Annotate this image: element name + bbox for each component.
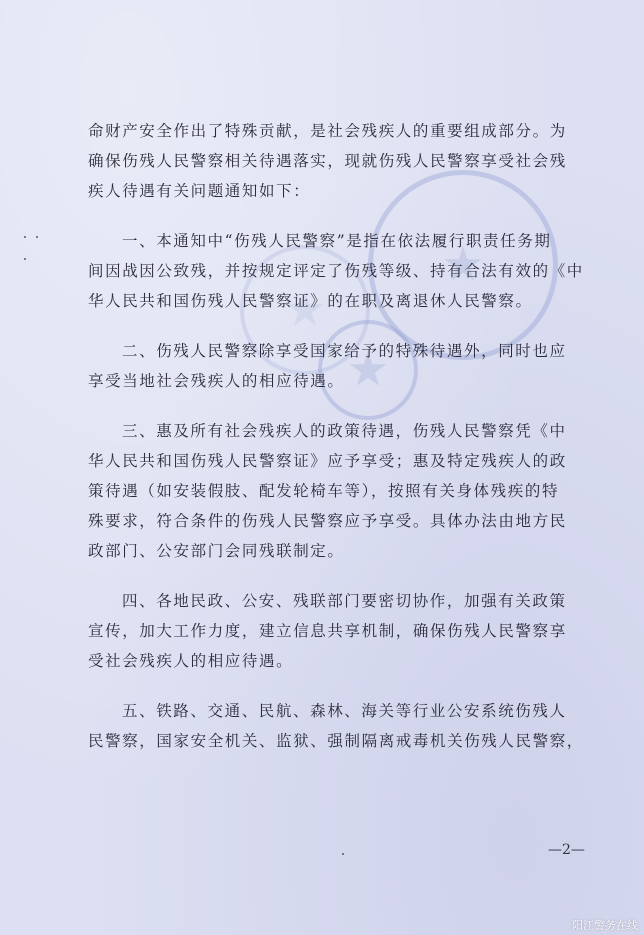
paragraph-spacer — [88, 316, 588, 336]
document-text-line: 民警察，国家安全机关、监狱、强制隔离戒毒机关伤残人民警察， — [88, 732, 584, 750]
document-text-line: 受社会残疾人的相应待遇。 — [88, 652, 294, 670]
site-watermark: 阳江警务在线 — [572, 919, 638, 932]
document-text-line: 四、各地民政、公安、残联部门要密切协作，加强有关政策 — [122, 592, 567, 610]
paragraph-spacer — [88, 566, 588, 586]
document-text-line: 华人民共和国伤残人民警察证》应予享受；惠及特定残疾人的政 — [88, 452, 567, 470]
scan-speck — [36, 236, 38, 238]
document-text-line: 间因战因公致残，并按规定评定了伤残等级、持有合法有效的《中 — [88, 262, 584, 280]
document-text-line: 疾人待遇有关问题通知如下： — [88, 182, 311, 200]
document-text-line: 策待遇（如安装假肢、配发轮椅车等），按照有关身体残疾的特 — [88, 482, 560, 500]
document-text-line: 殊要求，符合条件的伤残人民警察应予享受。具体办法由地方民 — [88, 512, 567, 530]
document-text-line: 华人民共和国伤残人民警察证》的在职及离退休人民警察。 — [88, 292, 533, 310]
paragraph-spacer — [88, 676, 588, 696]
paragraph-spacer — [88, 206, 588, 226]
document-text-line: 宣传，加大工作力度，建立信息共享机制，确保伤残人民警察享 — [88, 622, 567, 640]
paragraph-spacer — [88, 396, 588, 416]
document-text-line: 一、本通知中“伤残人民警察”是指在依法履行职责任务期 — [122, 232, 552, 250]
document-text-line: 三、惠及所有社会残疾人的政策待遇，伤残人民警察凭《中 — [122, 422, 567, 440]
document-text-line: 五、铁路、交通、民航、森林、海关等行业公安系统伤残人 — [122, 702, 567, 720]
scan-speck — [24, 258, 26, 260]
document-text-line: 政部门、公安部门会同残联制定。 — [88, 542, 345, 560]
document-text-line: 命财产安全作出了特殊贡献，是社会残疾人的重要组成部分。为 — [88, 122, 567, 140]
document-body-text — [88, 116, 588, 756]
document-text-line: 二、伤残人民警察除享受国家给予的特殊待遇外，同时也应 — [122, 342, 567, 360]
scan-speck — [24, 236, 26, 238]
page-number: —2— — [548, 842, 585, 858]
document-text-line: 确保伤残人民警察相关待遇落实，现就伤残人民警察享受社会残 — [88, 152, 567, 170]
document-text-line: 享受当地社会残疾人的相应待遇。 — [88, 372, 345, 390]
scan-speck — [342, 853, 344, 855]
